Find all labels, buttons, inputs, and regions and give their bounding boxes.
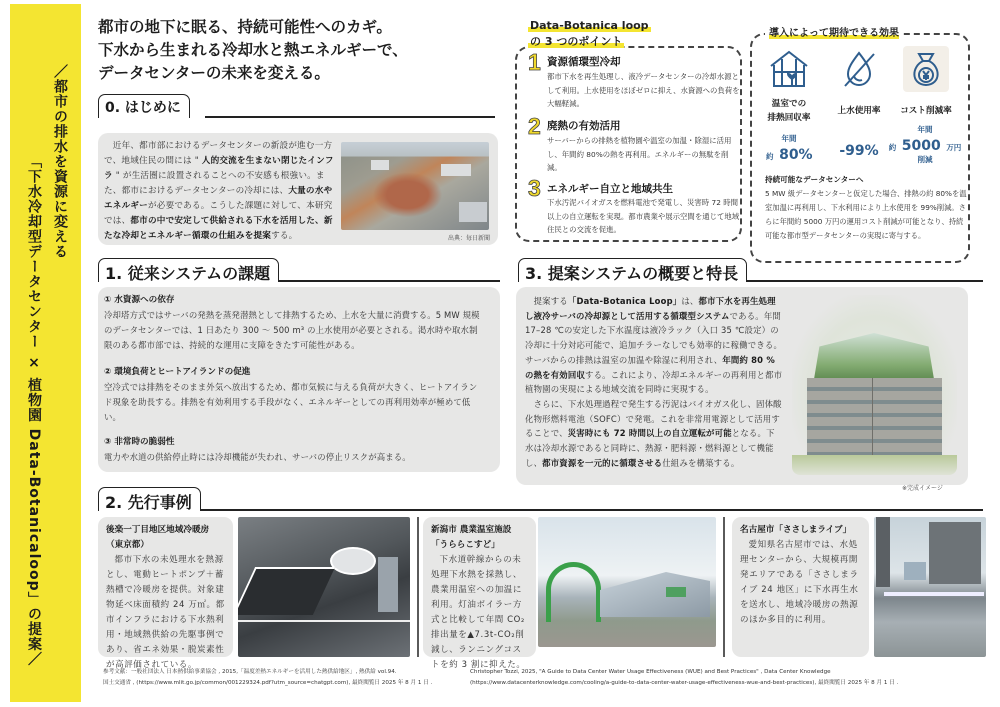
- metric-value-heat-recovery: [766, 133, 812, 163]
- case-title: 後楽一丁目地区地域冷暖房（東京都）: [106, 525, 210, 550]
- case-body: 都市下水の未処理水を熱源とし、電動ヒートポンプ＋蓄熱槽で冷暖房を提供。対象建物延べ床面積約 24 万㎡。都市インフラにおける下水熱利用・地域熱供給の先駆事例であり、省エネ効果・脱炭素性が高評価されている。: [106, 555, 225, 670]
- metric-label-line: 温室での: [771, 99, 807, 109]
- case-body: 下水道幹線からの未処理下水熱を採熱し、農業用温室への加温に利用。灯油ボイラー方式と比較して年間 CO₂ 排出量を▲7.3t-CO₂削減し、ランニングコストを約 3 割に抑えた。: [431, 555, 526, 670]
- case-card-korakuen: [98, 517, 233, 670]
- text-run: が必要である。こうした課題に対して、本研究では、: [104, 201, 333, 226]
- issue-item: [104, 435, 484, 465]
- point-title: 廃熱の有効活用: [547, 120, 621, 132]
- side-title: 「下水冷却型データセンター × 植物園 Data-Botanicaloop」の提案／: [26, 154, 42, 667]
- text-run: は、: [681, 296, 699, 306]
- metric-value: 80%: [779, 147, 813, 163]
- case-body: 愛知県名古屋市では、水処理センターから、大規模再開発エリアである「ささしまライブ 24 地区」に下水再生水を送水し、地域冷暖房の熱源のほか多目的に利用。: [740, 540, 859, 625]
- sasashima-city-photo: [874, 517, 986, 657]
- point-body: 下水汚泥バイオガスを燃料電池で発電し、災害時 72 時間以上の自立運転を実現。都市農業や展示空間を通じて地域住民との交流を促進。: [547, 198, 740, 234]
- text-run-bold: 都市の中で安定して供給される下水を活用した、新たな冷却とエネルギー循環の仕組みを提案: [104, 216, 333, 241]
- metric-value-water-usage: [836, 140, 882, 159]
- proposal-text: [525, 294, 783, 470]
- issue-body: 電力や水道の供給停止時には冷却機能が失われ、サーバの停止リスクが高まる。: [104, 452, 411, 462]
- section-issues-header: [98, 258, 500, 282]
- metric-prefix: 年間: [917, 125, 933, 134]
- points-title-line-2: の 3 つのポイント: [530, 35, 623, 48]
- aerial-site-photo: [341, 142, 489, 230]
- reference-line: 国土交通省 , (https://www.mlit.go.jp/common/001229324.pdf?utm_source=chatgpt.com), 最終閲覧日 2025 年 8 月 1 日 .: [103, 680, 433, 686]
- case-card-niigata: [423, 517, 536, 670]
- case-title: 名古屋市「ささしまライブ」: [740, 525, 852, 535]
- metric-suffix: 削減: [917, 155, 933, 164]
- side-subtitle: ／都市の排水を資源に変える: [52, 64, 68, 259]
- metric-value-cost-reduction: [885, 124, 965, 165]
- metric-label: [766, 97, 812, 125]
- niigata-greenhouse-photo: [538, 517, 716, 647]
- case-card-sasashima: [732, 517, 869, 657]
- issue-title: ③ 非常時の脆弱性: [104, 437, 175, 447]
- section-cases-header: [98, 487, 983, 511]
- text-run-bold: 「Data-Botanica Loop」: [567, 296, 682, 306]
- divider: [205, 116, 495, 118]
- text-run-bold: 都市資源を一元的に循環させる: [542, 457, 663, 468]
- point-body: 都市下水を再生処理し、液冷データセンターの冷却水源として利用。上水使用をほぼゼロに抑え、水資源への負荷を大幅軽減。: [547, 72, 740, 108]
- point-body: サーバーからの排熱を植物園や温室の加温・除湿に活用し、年間約 80%の熱を再利用。エネルギーの無駄を削減。: [547, 136, 732, 172]
- point-title: エネルギー自立と地域共生: [547, 183, 673, 195]
- completion-image-botanical-datacenter: [792, 295, 957, 475]
- effects-title-text: 導入によって期待できる効果: [769, 28, 899, 39]
- point-number: 2: [528, 113, 541, 139]
- divider: [723, 517, 725, 657]
- text-run: 提案する: [525, 296, 568, 306]
- section-title: 0. はじめに: [98, 94, 190, 118]
- headline-line-3: データセンターの未来を変える。: [98, 64, 330, 82]
- metric-label: 上水使用率: [837, 106, 881, 116]
- points-title: [528, 18, 651, 50]
- metric-value-prefix: 約: [766, 152, 774, 161]
- headline: [98, 16, 408, 85]
- issue-body: 冷却塔方式ではサーバの発熱を蒸発潜熱として排熱するため、上水を大量に消費する。5 MW 規模のデータセンターでは、1 日あたり 300 ～ 500 m³ の上水使用が必要とされる。渇水時や取水制限のある都市部では、持続的な運用に支障をきたす可能性がある。: [104, 310, 480, 350]
- issue-item: [104, 365, 484, 425]
- divider: [417, 517, 419, 657]
- point-title: 資源循環型冷却: [547, 56, 621, 68]
- text-run: 近年、都市部におけるデータセンターの新設が進む一方で、地域住民の間には ": [104, 141, 333, 166]
- effects-desc: 5 MW 級データセンターと仮定した場合、排熱の約 80%を温室加温に再利用し、下水利用により上水使用を 99%削減。さらに年間約 5000 万円の運用コスト削減が可能となり、持続可能な都市型データセンターの実現に寄与する。: [765, 189, 967, 240]
- points-title-line-1: Data-Botanica loop: [530, 19, 649, 32]
- proposal-paragraph-2: [525, 397, 783, 471]
- section-title: 3. 提案システムの概要と特長: [518, 258, 747, 282]
- issue-title: ① 水資源への依存: [104, 295, 175, 305]
- issue-title: ② 環境負荷とヒートアイランドの促進: [104, 367, 251, 377]
- headline-line-2: 下水から生まれる冷却水と熱エネルギーで、: [98, 41, 408, 59]
- effects-title: [765, 24, 903, 39]
- metric-value: -99%: [839, 143, 879, 159]
- image-caption: 出典：毎日新聞: [448, 235, 491, 242]
- text-run: となる。下水は冷却水源であると同時に、熱源・肥料源・燃料源として機能し、: [525, 428, 775, 468]
- metric-value-prefix: 約: [888, 143, 897, 152]
- divider: [183, 509, 983, 511]
- text-run: する。: [271, 231, 298, 241]
- headline-line-1: 都市の地下に眠る、持続可能性へのカギ。: [98, 18, 392, 36]
- point-number: 1: [528, 49, 541, 75]
- effects-desc-title: 持続可能なデータセンターへ: [765, 175, 864, 184]
- text-run-bold: 都市下水を再生処理し液冷サーバの冷却源として活用する循環型システム: [525, 296, 776, 321]
- metric-prefix: 年間: [781, 134, 797, 143]
- point-number: 3: [528, 175, 541, 201]
- section-title: 1. 従来システムの課題: [98, 258, 279, 282]
- metric-label-line: 排熱回収率: [767, 113, 811, 123]
- reference-line: (https://www.datacenterknowledge.com/cooling/a-guide-to-data-center-water-usage-effectiveness-wue-and-best-practices), 最終閲覧日 2025 年 8 月 1 日 .: [470, 680, 899, 686]
- yen-bag-icon: [903, 46, 949, 92]
- proposal-paragraph-1: [525, 294, 783, 397]
- section-intro-header: [98, 94, 495, 118]
- metric-label: コスト削減率: [900, 106, 952, 116]
- section-proposal-header: [518, 258, 983, 282]
- side-title-banner: [10, 4, 81, 702]
- text-run: さらに、下水処理過程で発生する汚泥はバイオガス化し、固体酸化物形燃料電池（SOFC）で発電。これを非常用電源として活用することで、: [525, 398, 782, 439]
- text-run-bold: 災害時にも 72 時間以上の自立運転が可能: [567, 428, 732, 439]
- text-run: する。これにより、冷却エネルギーの再利用と都市植物園の実現による地域交流を同時に実現する。: [525, 369, 783, 395]
- issue-body: 空冷式では排熱をそのまま外気へ放出するため、都市気候に与える負荷が大きく、ヒートアイランド現象を助長する。排熱を有効利用する手段がなく、エネルギーとしての再利用効率が極めて低い。: [104, 382, 478, 422]
- no-water-icon: [838, 48, 880, 90]
- greenhouse-icon: [768, 48, 810, 90]
- reference-line: 参考文献：一般社団法人 日本熱供給事業協会 , 2015,「温度差熱エネルギーを活用した熱供給地区」, 熱供給 vol.94.: [103, 669, 397, 675]
- text-run: 仕組みを構築する。: [662, 457, 740, 468]
- text-run-bold: 大量の水やエネルギー: [104, 186, 333, 211]
- intro-paragraph: [104, 139, 336, 244]
- metric-unit: 万円: [946, 143, 962, 152]
- image-caption: ※完成イメージ: [902, 485, 943, 492]
- text-run-bold: 人的交流を生まない閉じたインフラ: [104, 156, 334, 181]
- section-title: 2. 先行事例: [98, 487, 201, 511]
- case-title: 新潟市 農業温室施設「うららこすど」: [431, 525, 512, 550]
- issue-item: [104, 293, 484, 353]
- text-run: " が生活圏に設置されることへの不安感も根強い。また、都市におけるデータセンターの冷却には、: [104, 171, 325, 196]
- metric-value: 5000: [901, 138, 941, 154]
- references-left: [103, 667, 432, 689]
- text-run: である。年間 17–28 ℃の安定した下水温度は液冷ラック（入口 35 ℃設定）の冷却に十分対応可能で、追加チラーなしでも効率的に稼働できる。サーバからの排熱は温室の加温や除湿に利用され、: [525, 310, 783, 365]
- reference-line: Christopher Tozzi, 2025, "A Guide to Data Center Water Usage Effectiveness (WUE) and Best Practices" , Data Center Knowledge: [470, 669, 831, 675]
- divider: [723, 280, 983, 282]
- divider: [260, 280, 500, 282]
- references-right: [470, 667, 898, 689]
- text-run-bold: 年間約 80 % の熱を有効回収: [525, 354, 775, 380]
- korakuen-aerial-photo: [238, 517, 410, 657]
